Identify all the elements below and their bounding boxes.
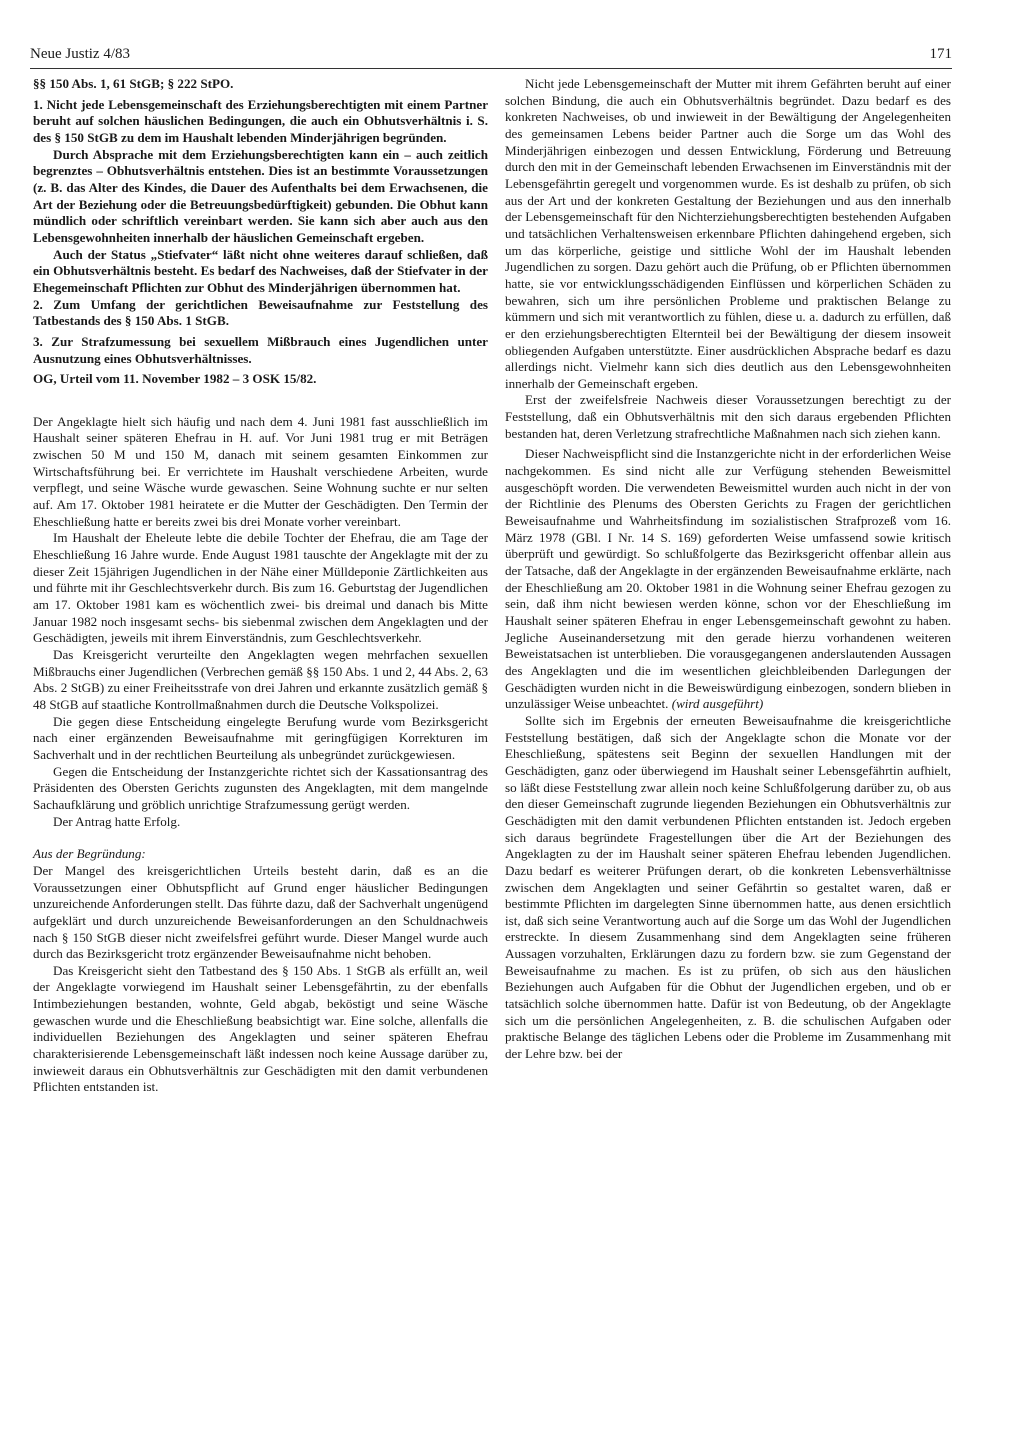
header-rule [30, 68, 952, 69]
body-paragraph: Sollte sich im Ergebnis der erneuten Beweisaufnahme die kreisgerichtliche Feststellung bestätigen, daß sich der Angeklagte schon die Monate vor der Eheschließung, spätestens seit Beginn der sexuellen Handlungen mit der Geschädigten, ganz oder überwiegend im Haushalt seiner Lebensgefährtin aufhielt, so läßt diese Feststellung zwar allein noch keine Schlußfolgerung darüber zu, ob aus den dieser Gemeinschaft zugrunde liegenden Beziehungen ein Obhutsverhältnis zur Geschädigten mit den damit verbundenen Pflichten entstanden ist. Jedoch ergeben sich daraus begründete Fragestellungen über die Art der Beziehungen des Angeklagten zu der im Haushalt seiner späteren Ehefrau lebenden Jugendlichen. Dazu bedarf es weiterer Prüfungen derart, ob die konkreten Lebensverhältnisse zwischen dem Angeklagten und seiner Gefährtin so gestaltet waren, daß er bestimmte Pflichten im dargelegten Sinne übernommen hatte, aus denen ersichtlich ist, daß sich seine Verantwortung auch auf die Sorge um das Wohl der Jugendlichen erstreckte. In diesem Zusammenhang sind dem Angeklagten seine früheren Aussagen vorzuhalten, Erklärungen dazu zu fordern bzw. sie zum Gegenstand der Beweisaufnahme zu machen. Es ist zu prüfen, ob sich aus den häuslichen Beziehungen auch Aufgaben für die Obhut der Jugendlichen ergeben, und ob er tatsächlich solche übernommen hatte. Dafür ist von Bedeutung, ob der Angeklagte sich um die persönlichen Angelegenheiten, z. B. die schulischen Aufgaben oder praktische Belange des täglichen Lebens oder die Probleme im Zusammenhang mit der Lehre bzw. bei der [505, 712, 951, 1062]
statute-references: §§ 150 Abs. 1, 61 StGB; § 222 StPO. [33, 76, 234, 91]
body-paragraph: Erst der zweifelsfreie Nachweis dieser Voraussetzungen berechtigt zu der Feststellung, daß ein Obhutsverhältnis mit den sich daraus ergebenden Pflichten bestanden hat, deren Verletzung strafrechtliche Maßnahmen nach sich ziehen kann. [505, 392, 951, 441]
headnote-1-continued: Durch Absprache mit dem Erziehungsberechtigten kann ein – auch zeitlich begrenztes – Obhutsverhältnis entstehen. Dies ist an bestimmte Voraussetzungen (z. B. das Alter des Kindes, die Dauer des Aufenthalts bei dem Erwachsenen, die Art der Beziehung oder die Betreuungsbedürftigkeit) gebunden. Die Obhut kann mündlich oder schriftlich vereinbart werden. Sie kann sich aber auch aus den Lebensgewohnheiten innerhalb der häuslichen Gemeinschaft ergeben. [33, 146, 488, 245]
headnote-1: 1. Nicht jede Lebensgemeinschaft des Erziehungsberechtigten mit einem Partner beruht auf solchen häuslichen Bedingungen, die auch ein Obhutsverhältnis i. S. des § 150 StGB zu dem im Haushalt lebenden Minderjährigen begründen. [33, 96, 488, 145]
page-number: 171 [929, 46, 952, 62]
page-header [30, 46, 952, 68]
facts-paragraph: Die gegen diese Entscheidung eingelegte Berufung wurde vom Bezirksgericht nach einer ergänzenden Beweisaufnahme mit geringfügigen Korrekturen im Sachverhalt und in der rechtlichen Beurteilung als unbegründet zurückgewiesen. [33, 713, 488, 762]
facts-paragraph: Der Antrag hatte Erfolg. [53, 813, 181, 829]
body-text: Dieser Nachweispflicht sind die Instanzgerichte nicht in der erforderlichen Weise nachgekommen. Es sind nicht alle zur Verfügung stehenden Beweismittel ausgeschöpft worden. Die verwendeten Beweismittel wurden auch nicht in der von der Richtlinie des Plenums des Obersten Gerichts zu Fragen der gerichtlichen Beweisaufnahme und Wahrheitsfindung im sozialistischen Strafprozeß vom 16. März 1978 (GBl. I Nr. 14 S. 169) geforderten Weise umfassend sowie kritisch überprüft und gewürdigt. So schlußfolgerte das Bezirksgericht offenbar allein aus der Tatsache, daß der Angeklagte in der ergänzenden Beweisaufnahme erklärte, nach der Eheschließung am 20. Oktober 1981 in die Wohnung seiner Ehefrau gezogen zu sein, daß ihm nicht bewiesen werden könne, schon vor der Eheschließung im Haushalt seiner späteren Ehefrau in enger Lebensgemeinschaft gewohnt zu haben. Jegliche Auseinandersetzung mit den gerade hierzu vorhandenen weiteren Beweistatsachen ist unterblieben. Die vorausgegangenen anderslautenden Aussagen des Angeklagten und die im wesentlichen gleichbleibenden Darlegungen der Geschädigten wurden nicht in die Beweiswürdigung einbezogen, sondern blieben in unzulässiger Weise unbeachtet. [505, 446, 951, 712]
facts-paragraph: Gegen die Entscheidung der Instanzgerichte richtet sich der Kassationsantrag des Präsidenten des Obersten Gerichts zugunsten des Angeklagten, mit dem mangelnde Sachaufklärung und gröblich unrichtige Strafzumessung gerügt werden. [33, 763, 488, 812]
facts-paragraph: Der Angeklagte hielt sich häufig und nach dem 4. Juni 1981 fast ausschließlich im Haushalt seiner späteren Ehefrau in H. auf. Vor Juni 1981 trug er mit Beträgen zwischen 50 M und 150 M, danach mit seinem gesamten Einkommen zur Wirtschaftsführung bei. Er verrichtete im Haushalt verschiedene Arbeiten, wurde verpflegt, und seine Wäsche wurde gewaschen. Seine Wohnung suchte er nur selten auf. Am 17. Oktober 1981 heiratete er die Mutter der Geschädigten. Den Termin der Eheschließung hatte er bereits zwei bis drei Monate vorher vereinbart. [33, 413, 488, 529]
reasons-paragraph: Das Kreisgericht sieht den Tatbestand des § 150 Abs. 1 StGB als erfüllt an, weil der Angeklagte vorwiegend im Haushalt seiner Lebensgefährtin, zu der ebenfalls Intimbeziehungen bestanden, wohnte, Geld abgab, beköstigt und seine Wäsche gewaschen wurde und die Eheschließung beabsichtigt war. Eine solche, allenfalls die individuellen Beziehungen des Angeklagten und seiner späteren Ehefrau charakterisierende Lebensgemeinschaft läßt indessen noch keine Aussage darüber zu, inwieweit daraus ein Obhutsverhältnis zur Geschädigten mit den damit verbundenen Pflichten entstanden ist. [33, 962, 488, 1095]
court-citation: OG, Urteil vom 11. November 1982 – 3 OSK 15/82. [33, 371, 317, 387]
right-column [505, 76, 951, 1063]
reasons-heading: Aus der Begründung: [33, 846, 146, 862]
body-paragraph: Nicht jede Lebensgemeinschaft der Mutter mit ihrem Gefährten beruht auf einer solchen Bindung, die auch ein Obhutsverhältnis begründet. Dazu bedarf es des konkreten Nachweises, ob und inwieweit in der Bewältigung der Angelegenheiten des gemeinsamen Lebens beider Partner auch die Sorge um das Wohl des Minderjährigen einbezogen und dessen Entwicklung, Förderung und Betreuung durch den mit in der Gemeinschaft lebenden Erwachsenen im Einverständnis mit der Lebensgefährtin geregelt und vorgenommen wurde. Es ist deshalb zu prüfen, ob sich aus der Art und der konkreten Gestaltung der Beziehungen und aus den innerhalb der Lebensgemeinschaft für den Nichterziehungsberechtigten bestehenden Aufgaben und tatsächlichen Verhaltensweisen erkennbare Pflichten dahingehend ergeben, sich um das körperliche, geistige und sittliche Wohl der im Haushalt lebenden Jugendlichen zu sorgen. Dazu gehört auch die Prüfung, ob er Pflichten übernommen hatte, sie vor entwicklungsschädigenden Einflüssen und körperlichen Schäden zu bewahren, sich um ihre persönlichen Probleme und praktischen Belange zu kümmern und sich mit verantwortlich zu fühlen, diese u. a. dadurch zu erfüllen, daß er den erziehungsberechtigten Elternteil bei der Bewältigung der diesem insoweit obliegenden Aufgaben unterstützte. Einer ausdrücklichen Absprache bedarf es dazu allerdings nicht. Vielmehr kann sich dies deutlich aus den Lebensgewohnheiten innerhalb der Gemeinschaft ergeben. [505, 76, 951, 391]
journal-title: Neue Justiz 4/83 [30, 46, 130, 62]
omission-note: (wird ausgeführt) [671, 696, 764, 712]
reasons-paragraph: Der Mangel des kreisgerichtlichen Urteils besteht darin, daß es an die Voraussetzungen einer Obhutspflicht auf Grund enger häuslicher Bedingungen unzureichende Anforderungen stellt. Das führte dazu, daß der Sachverhalt ungenügend aufgeklärt und durch unzureichende Beweisanforderungen an den Schuldnachweis nach § 150 StGB dieser nicht zweifelsfrei geführt wurde. Dieser Mangel wurde auch durch das Bezirksgericht trotz ergänzender Beweisaufnahme nicht behoben. [33, 862, 488, 962]
headnote-3: 3. Zur Strafzumessung bei sexuellem Mißbrauch eines Jugendlichen unter Ausnutzung eines Obhutsverhältnisses. [33, 333, 488, 366]
body-paragraph [505, 446, 951, 713]
headnote-1-stepfather: Auch der Status „Stiefvater“ läßt nicht ohne weiteres darauf schließen, daß ein Obhutsverhältnis besteht. Es bedarf des Nachweises, daß der Stiefvater in der Ehegemeinschaft Pflichten zur Obhut des Minderjährigen übernommen hat. [33, 246, 488, 295]
facts-paragraph: Das Kreisgericht verurteilte den Angeklagten wegen mehrfachen sexuellen Mißbrauchs einer Jugendlichen (Verbrechen gemäß §§ 150 Abs. 1 und 2, 44 Abs. 2, 63 Abs. 2 StGB) zu einer Freiheitsstrafe von drei Jahren und erkannte zusätzlich gemäß § 48 StGB auf staatliche Kontrollmaßnahmen durch die Deutsche Volkspolizei. [33, 647, 488, 712]
left-column [33, 76, 488, 1096]
facts-paragraph: Im Haushalt der Eheleute lebte die debile Tochter der Ehefrau, die am Tage der Eheschließung 16 Jahre wurde. Ende August 1981 tauschte der Angeklagte mit der zu dieser Zeit 15jährigen Jugendlichen in der Nähe einer Mülldeponie Zärtlichkeiten aus und führte mit ihr Geschlechtsverkehr durch. Bis zum 16. Geburtstag der Jugendlichen am 17. Oktober 1981 kam es wöchentlich zwei- bis dreimal und danach bis Mitte Januar 1982 noch insgesamt sechs- bis siebenmal zwischen dem Angeklagten und der Geschädigten, jeweils mit ihrem Einverständnis, zum Geschlechtsverkehr. [33, 530, 488, 646]
headnote-2: 2. Zum Umfang der gerichtlichen Beweisaufnahme zur Feststellung des Tatbestands des § 150 Abs. 1 StGB. [33, 296, 488, 329]
